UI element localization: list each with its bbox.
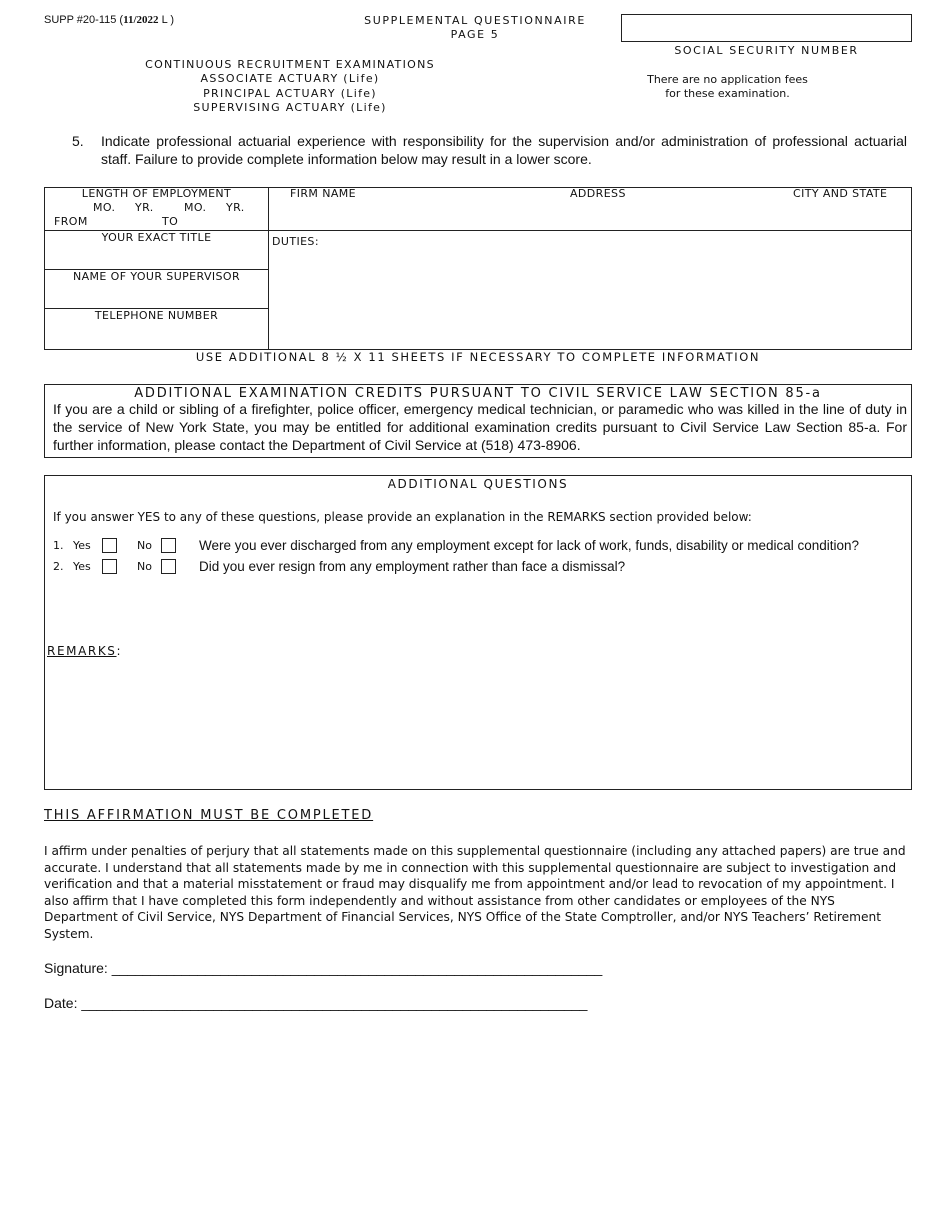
question-text: Were you ever discharged from any employment except for lack of work, funds, disability or medical condition?	[199, 538, 860, 553]
affirmation-text: I affirm under penalties of perjury that all statements made on this supplemental questionnaire (including any attached papers) are true and accurate. I understand that all statements made by me in connection with this supplemental questionnaire are subject to investigation and verification and that a material misstatement or fraud may disqualify me from appointment and/or lead to revocation of my appointment. I also affirm that I have completed this form independently and without assistance from other candidates or employees of the NYS Department of Civil Service, NYS Department of Financial Services, NYS Office of the State Comptroller, and/or NYS Teachers’ Retirement System.	[44, 844, 906, 941]
ssn-label: SOCIAL SECURITY NUMBER	[674, 44, 859, 57]
additional-questions-section: ADDITIONAL QUESTIONS If you answer YES to any of these questions, please provide an explanation in the REMARKS section provided below: 1. Yes No Were you ever discharged from any employment except for lack of work, funds, disability or medical condition? 2. Yes No Did you ever resign from any employment rather than face a dismissal? REMARKS:	[44, 475, 912, 790]
fee-note: There are no application fees for these examination.	[647, 73, 808, 100]
date-line[interactable]: _________________________________________________________________	[81, 995, 588, 1011]
exact-title-label: YOUR EXACT TITLE	[101, 231, 212, 244]
length-of-employment-label: LENGTH OF EMPLOYMENT	[81, 187, 232, 200]
date-row	[44, 995, 587, 1011]
form-revision-date: 11/2022	[123, 14, 159, 26]
page-number: PAGE 5	[450, 28, 500, 41]
address-label: ADDRESS	[570, 187, 626, 200]
employment-table: LENGTH OF EMPLOYMENT MO. YR. MO. YR. FROM TO FIRM NAME ADDRESS CITY AND STATE YOUR EXACT TITLE NAME OF YOUR SUPERVISOR TELEPHONE NUMBER DUTIES:	[44, 187, 912, 350]
date-label: Date:	[44, 995, 78, 1011]
remarks-label: REMARKS:	[47, 644, 123, 658]
signature-line[interactable]: _______________________________________________________________	[111, 960, 603, 976]
credits-section	[44, 384, 912, 458]
yes-checkbox[interactable]	[102, 559, 117, 574]
no-checkbox[interactable]	[161, 559, 176, 574]
signature-label: Signature:	[44, 960, 108, 976]
yes-checkbox[interactable]	[102, 538, 117, 553]
exam-line: PRINCIPAL ACTUARY (Life)	[203, 86, 377, 100]
ssn-input-box[interactable]	[621, 14, 912, 42]
credits-body: If you are a child or sibling of a firefighter, police officer, emergency medical technician, or paramedic who was killed in the line of duty in the service of New York State, you may be entitled for additional examination credits pursuant to Civil Service Law Section 85-a. For further information, please contact the Department of Civil Service at (518) 473-8906.	[53, 401, 907, 453]
form-id: SUPP #20-115 (11/2022 L )	[44, 14, 175, 26]
firm-name-label: FIRM NAME	[290, 187, 356, 200]
exam-titles	[120, 58, 460, 115]
exam-line: CONTINUOUS RECRUITMENT EXAMINATIONS	[145, 58, 435, 71]
question-text: Did you ever resign from any employment rather than face a dismissal?	[199, 559, 626, 574]
additional-sheets-note: USE ADDITIONAL 8 ½ X 11 SHEETS IF NECESSARY TO COMPLETE INFORMATION	[195, 350, 761, 364]
question-text: Indicate professional actuarial experience with responsibility for the supervision and/or administration of professional actuarial staff. Failure to provide complete information below may result in a lower score.	[101, 133, 907, 167]
signature-row	[44, 960, 602, 976]
exam-line: ASSOCIATE ACTUARY (Life)	[200, 72, 380, 86]
document-title-block	[340, 14, 610, 42]
credits-title: ADDITIONAL EXAMINATION CREDITS PURSUANT TO CIVIL SERVICE LAW SECTION 85-a	[134, 386, 822, 401]
question-5	[72, 132, 907, 168]
additional-questions-intro: If you answer YES to any of these questions, please provide an explanation in the REMARKS section provided below:	[53, 510, 752, 524]
affirmation-title: THIS AFFIRMATION MUST BE COMPLETED	[44, 808, 374, 823]
question-number: 5.	[72, 133, 84, 149]
duties-label: DUTIES:	[272, 235, 319, 248]
column-divider	[268, 188, 269, 349]
city-state-label: CITY AND STATE	[793, 187, 888, 200]
telephone-label: TELEPHONE NUMBER	[94, 309, 219, 322]
to-label: TO	[162, 215, 179, 228]
additional-questions-title: ADDITIONAL QUESTIONS	[387, 477, 569, 491]
exam-line: SUPERVISING ACTUARY (Life)	[193, 100, 387, 114]
remarks-area[interactable]	[53, 666, 903, 781]
supervisor-label: NAME OF YOUR SUPERVISOR	[72, 270, 241, 283]
no-checkbox[interactable]	[161, 538, 176, 553]
document-title: SUPPLEMENTAL QUESTIONNAIRE	[364, 14, 586, 27]
from-label: FROM	[54, 215, 88, 228]
